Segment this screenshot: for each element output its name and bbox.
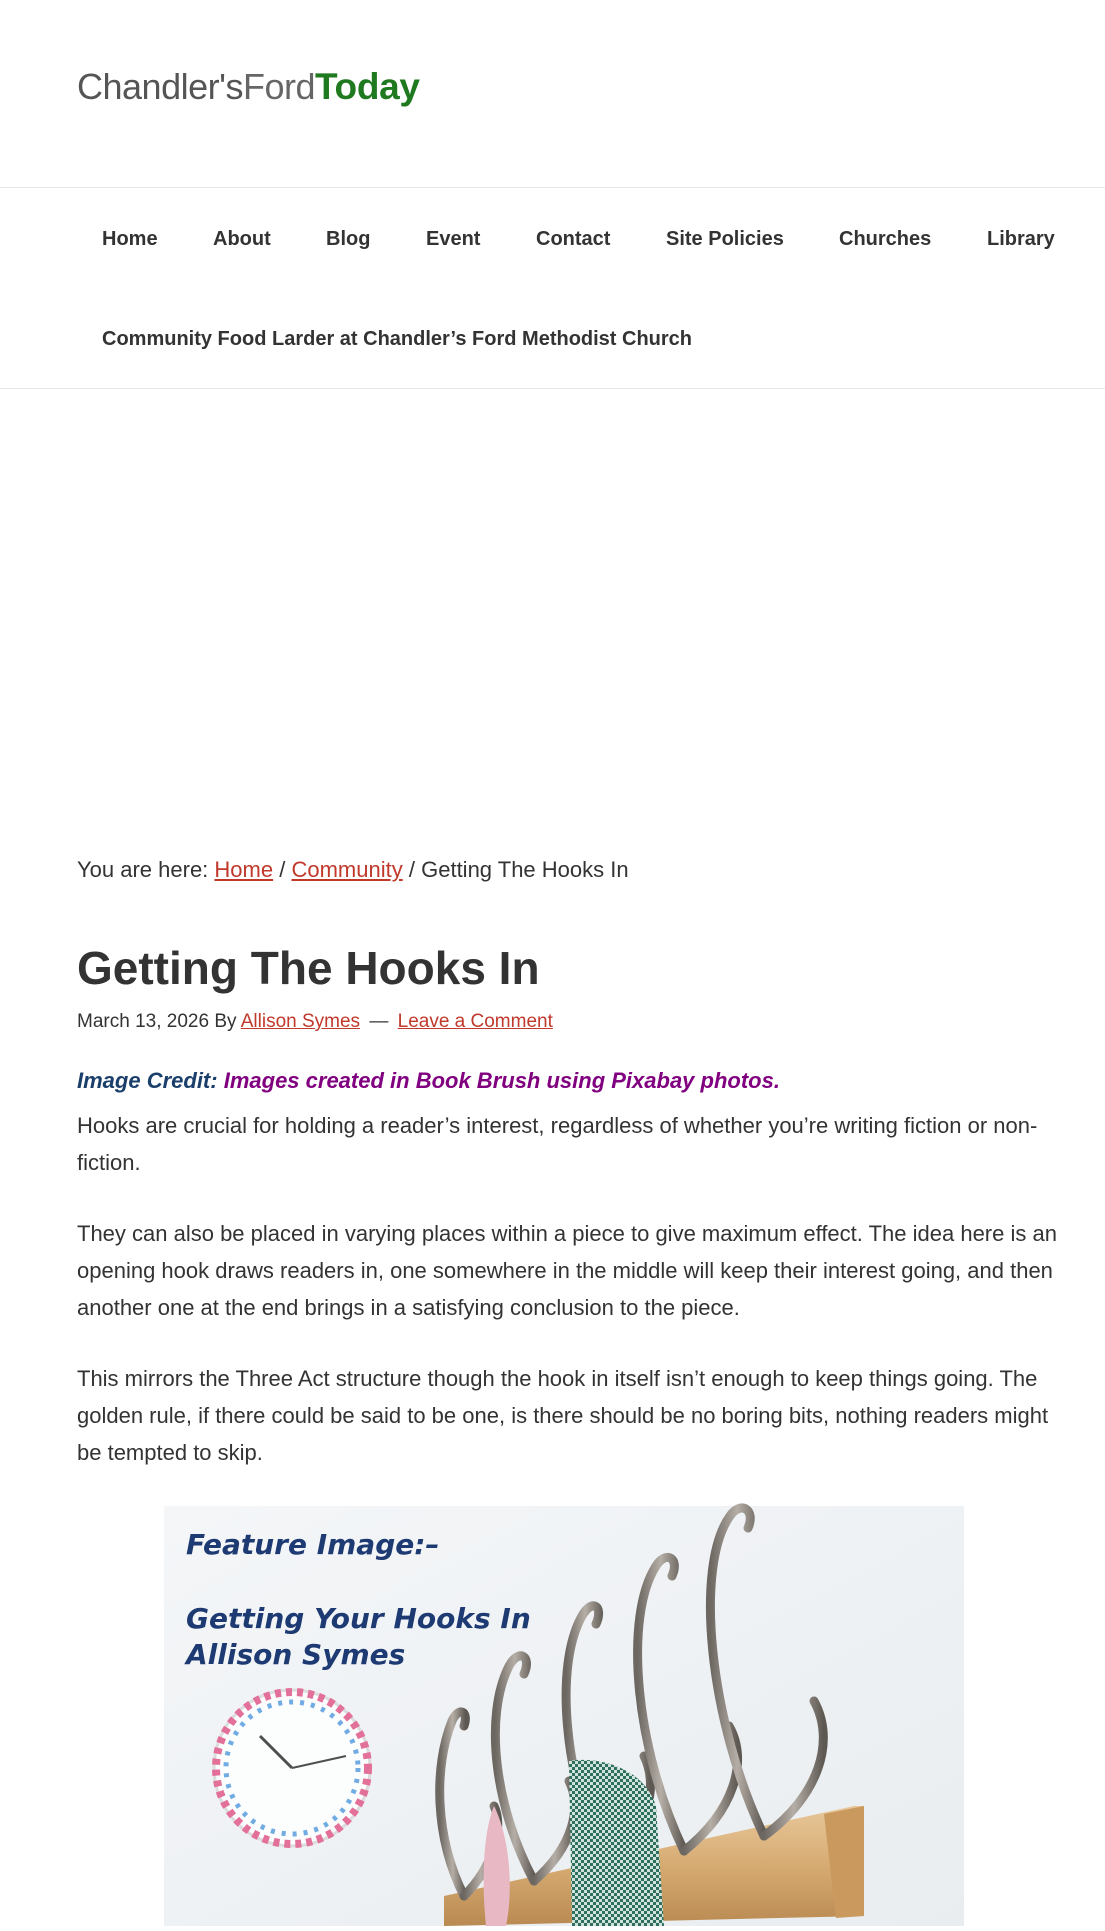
nav-item-library[interactable]: Library <box>987 228 1055 250</box>
post-meta <box>77 1011 553 1033</box>
image-credit <box>77 1068 780 1094</box>
logo-part-today: Today <box>315 66 420 107</box>
breadcrumb-prefix: You are here: <box>77 857 209 882</box>
post-title: Getting The Hooks In <box>77 942 540 994</box>
feature-line-1: Feature Image:– <box>186 1528 440 1561</box>
leave-comment-link[interactable]: Leave a Comment <box>397 1011 553 1032</box>
breadcrumb-home-link[interactable]: Home <box>214 857 274 882</box>
site-header <box>0 0 1105 188</box>
nav-item-contact[interactable]: Contact <box>536 228 611 250</box>
post-paragraph-2: They can also be placed in varying places within a piece to give maximum effect. The idea here is an opening hook draws readers in, one somewhere in the middle will keep their interest going, and then another one at the end brings in a satisfying conclusion to the piece. <box>77 1221 1057 1320</box>
feature-line-2: Getting Your Hooks In <box>186 1602 531 1635</box>
image-credit-label: Image Credit: <box>77 1068 218 1093</box>
logo-part-ford: Ford <box>242 66 315 107</box>
site-logo[interactable] <box>77 66 420 108</box>
feature-line-3: Allison Symes <box>186 1638 406 1671</box>
nav-item-about[interactable]: About <box>213 228 271 250</box>
nav-item-home[interactable]: Home <box>102 228 158 250</box>
breadcrumb-separator: / <box>408 857 415 882</box>
nav-item-blog[interactable]: Blog <box>326 228 371 250</box>
post-paragraph-1: Hooks are crucial for holding a reader’s interest, regardless of whether you’re writing fiction or non-fiction. <box>77 1113 1038 1175</box>
breadcrumb-community-link[interactable]: Community <box>291 857 403 882</box>
nav-item-event[interactable]: Event <box>426 228 481 250</box>
post-author-link[interactable]: Allison Symes <box>240 1011 361 1032</box>
nav-item-site-policies[interactable]: Site Policies <box>666 228 784 250</box>
image-credit-text: Images created in Book Brush using Pixabay photos. <box>223 1068 780 1093</box>
post-paragraph-3: This mirrors the Three Act structure though the hook in itself isn’t enough to keep things going. The golden rule, if there could be said to be one, is there should be no boring bits, nothing readers might be tempted to skip. <box>77 1366 1049 1465</box>
breadcrumb <box>77 857 629 883</box>
clock-icon <box>214 1690 370 1846</box>
post-by: By <box>214 1011 237 1032</box>
meta-dash: — <box>369 1011 389 1032</box>
nav-item-community-food-larder[interactable]: Community Food Larder at Chandler’s Ford Methodist Church <box>102 328 693 350</box>
post-date: March 13, 2026 <box>77 1011 210 1032</box>
feature-illustration <box>164 1506 964 1926</box>
breadcrumb-separator: / <box>279 857 286 882</box>
logo-part-chandlers: Chandler's <box>77 66 243 107</box>
primary-nav <box>0 188 1105 389</box>
feature-image <box>164 1506 964 1926</box>
breadcrumb-current: Getting The Hooks In <box>421 857 629 882</box>
nav-item-churches[interactable]: Churches <box>839 228 932 250</box>
